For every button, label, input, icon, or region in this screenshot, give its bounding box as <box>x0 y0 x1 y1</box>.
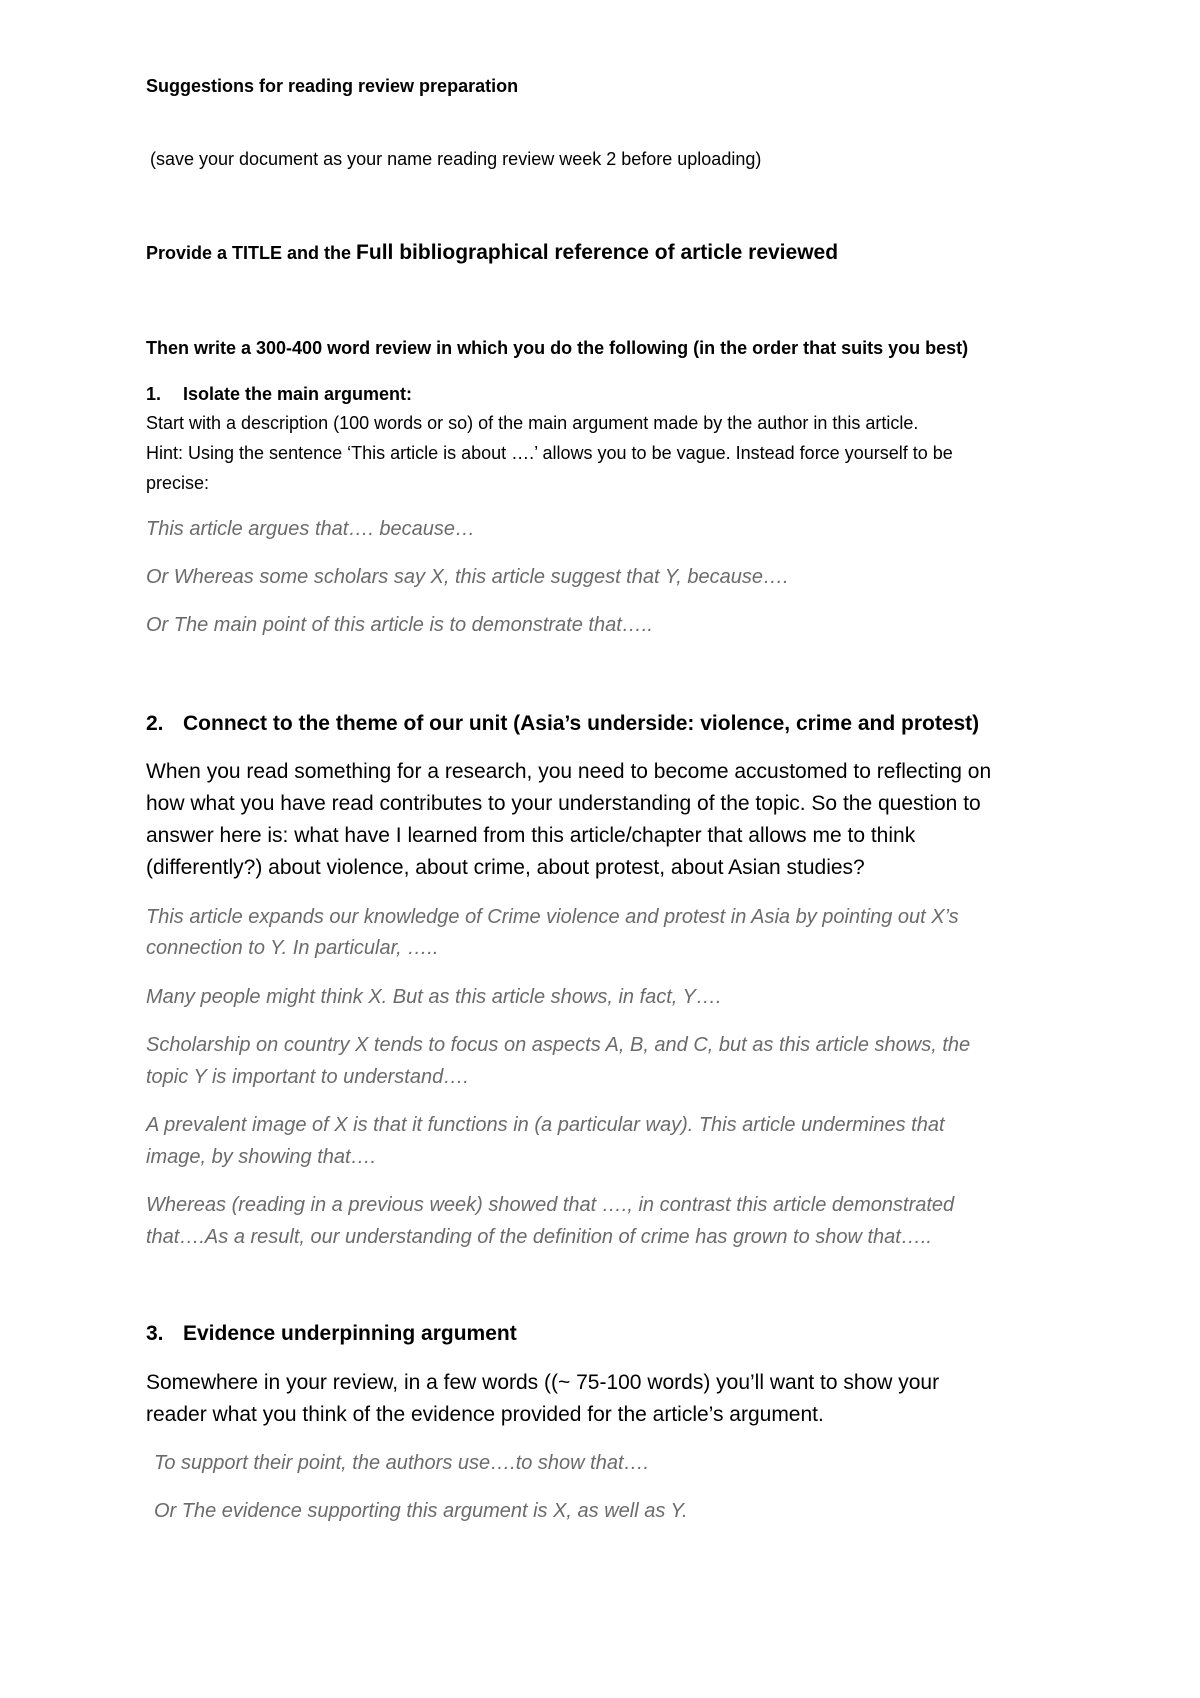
provide-emphasis: Full bibliographical reference of article reviewed <box>356 241 839 264</box>
section2-example-line: Whereas (reading in a previous week) showed that …., in contrast this article demonstrated <box>146 1194 955 1216</box>
section2-example-line: A prevalent image of X is that it functions in (a particular way). This article undermines that <box>146 1114 945 1136</box>
section2-body-line: answer here is: what have I learned from this article/chapter that allows me to think <box>146 824 916 847</box>
section3-title: Evidence underpinning argument <box>183 1322 517 1345</box>
instruction-line: Then write a 300-400 word review in which you do the following (in the order that suits you best) <box>146 338 969 358</box>
section2-body-line: When you read something for a research, you need to become accustomed to reflecting on <box>146 760 992 783</box>
section1-body-line: Hint: Using the sentence ‘This article is about ….’ allows you to be vague. Instead force yourself to be <box>146 443 953 463</box>
section1-example: This article argues that…. because… <box>146 518 476 540</box>
section2-example-line: topic Y is important to understand…. <box>146 1066 469 1088</box>
section1-example: Or The main point of this article is to demonstrate that….. <box>146 614 653 636</box>
section3-body-line: Somewhere in your review, in a few words ((~ 75-100 words) you’ll want to show your <box>146 1371 940 1394</box>
section2-example-line: image, by showing that…. <box>146 1146 377 1168</box>
provide-prefix: Provide a TITLE and the <box>146 243 352 263</box>
section1-number: 1. <box>146 384 162 404</box>
section2-number: 2. <box>146 712 164 735</box>
section2-example-line: Scholarship on country X tends to focus on aspects A, B, and C, but as this article shows, the <box>146 1034 971 1056</box>
provide-line <box>146 241 838 265</box>
section1-example: Or Whereas some scholars say X, this article suggest that Y, because…. <box>146 566 789 588</box>
section2-example-line: This article expands our knowledge of Crime violence and protest in Asia by pointing out X’s <box>146 906 959 928</box>
section3-body-line: reader what you think of the evidence provided for the article’s argument. <box>146 1403 824 1426</box>
section1-title: Isolate the main argument: <box>183 384 413 404</box>
section1-body-line: Start with a description (100 words or so) of the main argument made by the author in this article. <box>146 413 919 433</box>
section2-title: Connect to the theme of our unit (Asia’s underside: violence, crime and protest) <box>183 712 980 735</box>
section3-heading <box>146 1322 517 1346</box>
section2-example-line: connection to Y. In particular, ….. <box>146 937 439 959</box>
section1-heading <box>146 384 412 405</box>
section2-example-line: that….As a result, our understanding of the definition of crime has grown to show that….. <box>146 1226 932 1248</box>
section1-body-line: precise: <box>146 473 210 493</box>
section3-example: Or The evidence supporting this argument is X, as well as Y. <box>154 1500 688 1522</box>
section3-example: To support their point, the authors use….to show that…. <box>154 1452 650 1474</box>
section2-body-line: how what you have read contributes to your understanding of the topic. So the question to <box>146 792 981 815</box>
section2-heading <box>146 712 979 736</box>
section2-example-line: Many people might think X. But as this article shows, in fact, Y…. <box>146 986 722 1008</box>
document-heading: Suggestions for reading review preparation <box>146 76 519 96</box>
section2-body-line: (differently?) about violence, about crime, about protest, about Asian studies? <box>146 856 865 879</box>
section3-number: 3. <box>146 1322 164 1345</box>
save-note: (save your document as your name reading review week 2 before uploading) <box>150 149 762 169</box>
